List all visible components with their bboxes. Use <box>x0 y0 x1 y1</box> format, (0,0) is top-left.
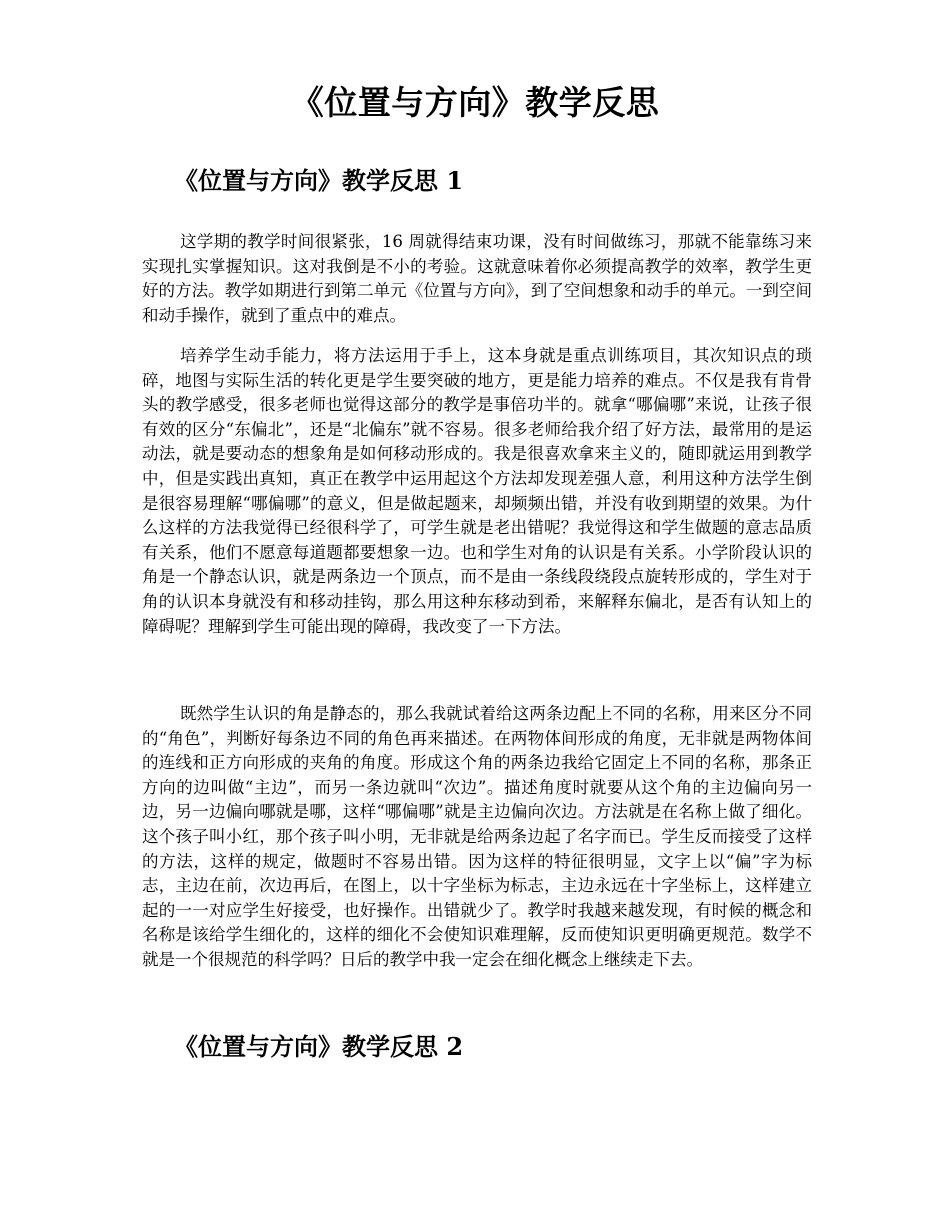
document-title: 《位置与方向》教学反思 <box>290 83 660 122</box>
section-heading-2: 《位置与方向》教学反思 2 <box>174 1032 464 1061</box>
section-heading-1: 《位置与方向》教学反思 1 <box>174 166 464 195</box>
section-1-paragraph-1: 这学期的教学时间很紧张，16 周就得结束功课，没有时间做练习，那就不能靠练习来实现扎实掌握知识。这对我倒是不小的考验。这就意味着你必须提高教学的效率，教学生更好的方法。教学如期进行到第二单元《位置与方向》，到了空间想象和动手的单元。一到空间和动手操作，就到了重点中的难点。 <box>142 232 812 325</box>
section-1-paragraph-2: 培养学生动手能力，将方法运用于手上，这本身就是重点训练项目，其次知识点的琐碎，地图与实际生活的转化更是学生要突破的地方，更是能力培养的难点。不仅是我有肯骨头的教学感受，很多老师也觉得这部分的教学是事倍功半的。就拿“哪偏哪”来说，让孩子很有效的区分“东偏北”，还是“北偏东”就不容易。很多老师给我介绍了好方法，最常用的是运动法，就是要动态的想象角是如何移动形成的。我是很喜欢拿来主义的，随即就运用到教学中，但是实践出真知，真正在教学中运用起这个方法却发现差强人意，利用这种方法学生倒是很容易理解“哪偏哪”的意义，但是做起题来，却频频出错，并没有收到期望的效果。为什么这样的方法我觉得已经很科学了，可学生就是老出错呢？我觉得这和学生做题的意志品质有关系，他们不愿意每道题都要想象一边。也和学生对角的认识是有关系。小学阶段认识的角是一个静态认识，就是两条边一个顶点，而不是由一条线段绕段点旋转形成的，学生对于角的认识本身就没有和移动挂钩，那么用这种东移动到希，来解释东偏北，是否有认知上的障碍呢？理解到学生可能出现的障碍，我改变了一下方法。 <box>142 346 812 636</box>
section-1-paragraph-3: 既然学生认识的角是静态的，那么我就试着给这两条边配上不同的名称，用来区分不同的“角色”，判断好每条边不同的角色再来描述。在两物体间形成的角度，无非就是两物体间的连线和正方向形成的夹角的角度。形成这个角的两条边我给它固定上不同的名称，那条正方向的边叫做“主边”，而另一条边就叫“次边”。描述角度时就要从这个角的主边偏向另一边，另一边偏向哪就是哪，这样“哪偏哪”就是主边偏向次边。方法就是在名称上做了细化。这个孩子叫小红，那个孩子叫小明，无非就是给两条边起了名字而已。学生反而接受了这样的方法，这样的规定，做题时不容易出错。因为这样的特征很明显，文字上以“偏”字为标志，主边在前，次边再后，在图上，以十字坐标为标志，主边永远在十字坐标上，这样建立起的一一对应学生好接受，也好操作。出错就少了。教学时我越来越发现，有时候的概念和名称是该给学生细化的，这样的细化不会使知识难理解，反而使知识更明确更规范。数学不就是一个很规范的科学吗？日后的教学中我一定会在细化概念上继续走下去。 <box>142 704 812 969</box>
